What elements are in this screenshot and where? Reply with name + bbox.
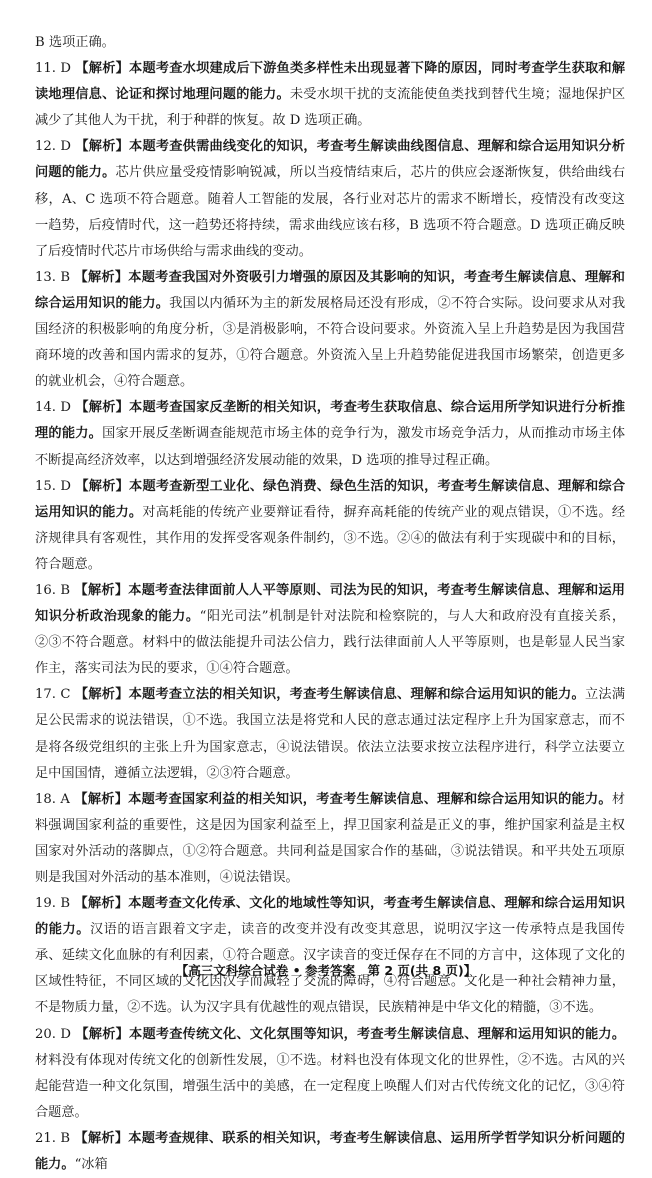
analysis-body: 国家开展反垄断调查能规范市场主体的竞争行为，激发市场竞争活力，从而推动市场主体不断提高经济效率，以达到增强经济发展动能的效果，D 选项的推导过程正确。 — [35, 426, 626, 468]
answer-item-20 — [35, 1022, 625, 1126]
analysis-body: 对高耗能的传统产业要辩证看待，摒弃高耗能的传统产业的观点错误，①不选。经济规律具有客观性，其作用的发挥受客观条件制约，③不选。②④的做法有利于实现碳中和的目标，符合题意。 — [35, 504, 626, 572]
answer-item-17 — [35, 682, 625, 786]
answer-item-21 — [35, 1126, 625, 1178]
page-footer: 【高三文科综合试卷 • 参考答案 第 2 页(共 8 页)】 — [175, 963, 477, 978]
analysis-lead: 【解析】本题考查规律、联系的相关知识，考查考生解读信息、运用所学哲学知识分析问题的能力。 — [35, 1130, 625, 1173]
answer-choice: 11. D — [35, 61, 76, 77]
answer-item-14 — [35, 395, 625, 473]
analysis-body: 材料没有体现对传统文化的创新性发展，①不选。材料也没有体现文化的世界性，②不选。古风的兴起能营造一种文化氛围，增强生活中的美感，在一定程度上唤醒人们对古代传统文化的记忆，③④符合题意。 — [35, 1052, 625, 1120]
analysis-lead: 【解析】本题考查新型工业化、绿色消费、绿色生活的知识，考查考生解读信息、理解和综合运用知识的能力。 — [35, 478, 626, 520]
answer-choice: 12. D — [35, 139, 76, 155]
answer-choice: 15. D — [35, 478, 76, 494]
continuation-text: B 选项正确。 — [35, 35, 115, 50]
analysis-body: 立法满足公民需求的说法错误，①不选。我国立法是将党和人民的意志通过法定程序上升为国家意志，而不是将各级党组织的主张上升为国家意志，④说法错误。依法立法要求按立法程序进行，科学立法要立足中国国情，遵循立法逻辑，②③符合题意。 — [35, 687, 626, 781]
answer-choice: 16. B — [35, 582, 75, 598]
answer-item-12 — [35, 134, 625, 264]
analysis-lead: 【解析】本题考查水坝建成后下游鱼类多样性未出现显著下降的原因，同时考查学生获取和解读地理信息、论证和探讨地理问题的能力。 — [35, 61, 626, 103]
analysis-lead: 【解析】本题考查文化传承、文化的地域性等知识，考查考生解读信息、理解和综合运用知识的能力。 — [35, 896, 625, 938]
analysis-body: 材料强调国家利益的重要性，这是因为国家利益至上，捍卫国家利益是正义的事，维护国家利益是主权国家对外活动的落脚点，①②符合题意。共同利益是国家合作的基础，③说法错误。和平共处五项原则是我国对外活动的基本准则，④说法错误。 — [35, 791, 626, 885]
answer-item-11 — [35, 56, 625, 134]
answer-choice: 18. A — [35, 791, 75, 807]
answer-item-16 — [35, 578, 625, 682]
answer-choice: 19. B — [35, 896, 75, 912]
answer-item-15 — [35, 474, 625, 578]
answer-item-18 — [35, 787, 625, 891]
analysis-body: 芯片供应量受疫情影响锐减，所以当疫情结束后，芯片的供应会逐渐恢复，供给曲线右移，A、C 选项不符合题意。随着人工智能的发展，各行业对芯片的需求不断增长，疫情没有改变这一趋势，后疫情时代，这一趋势还将持续，需求曲线应该右移，B 选项不符合题意。D 选项正确反映了后疫情时代芯片市场供给与需求曲线的变动。 — [35, 165, 626, 259]
analysis-body: “冰箱 — [74, 1157, 108, 1173]
analysis-lead: 【解析】本题考查我国对外资吸引力增强的原因及其影响的知识，考查考生解读信息、理解和综合运用知识的能力。 — [35, 269, 625, 311]
answer-item-13 — [35, 265, 625, 395]
analysis-lead: 【解析】本题考查立法的相关知识，考查考生解读信息、理解和综合运用知识的能力。 — [74, 687, 585, 703]
answer-content — [35, 30, 625, 1178]
analysis-body: “阳光司法”机制是针对法院和检察院的，与人大和政府没有直接关系，②③不符合题意。材料中的做法能提升司法公信力，践行法律面前人人平等原则，也是彰显人民当家作主，落实司法为民的要求，①④符合题意。 — [35, 609, 626, 677]
analysis-lead: 【解析】本题考查国家利益的相关知识，考查考生解读信息、理解和综合运用知识的能力。 — [74, 791, 612, 807]
answer-choice: 14. D — [35, 400, 76, 416]
answer-choice: 13. B — [35, 269, 75, 285]
analysis-lead: 【解析】本题考查供需曲线变化的知识，考查考生解读曲线图信息、理解和综合运用知识分析问题的能力。 — [35, 139, 626, 181]
analysis-body: 我国以内循环为主的新发展格局还没有形成，②不符合实际。设问要求从对我国经济的积极影响的角度分析，③是消极影响，不符合设问要求。外资流入呈上升趋势是因为我国营商环境的改善和国内需求的复苏，①符合题意。外资流入呈上升趋势能促进我国市场繁荣，创造更多的就业机会，④符合题意。 — [35, 295, 626, 390]
analysis-body: 未受水坝干扰的支流能使鱼类找到替代生境；湿地保护区减少了其他人为干扰，利于种群的恢复。故 D 选项正确。 — [35, 87, 626, 129]
analysis-lead: 【解析】本题考查法律面前人人平等原则、司法为民的知识，考查考生解读信息、理解和运用知识分析政治现象的能力。 — [35, 582, 625, 625]
analysis-body: 汉语的语言跟着文字走，读音的改变并没有改变其意思，说明汉字这一传承特点是我国传承、延续文化血脉的有利因素，①符合题意。汉字读音的变迁保存在不同的方言中，这体现了文化的区域性特征，不同区域的文化因汉字而减轻了交流的障碍，④符合题意。文化是一种社会精神力量，不是物质力量，②不选。认为汉字具有优越性的观点错误，民族精神是中华文化的精髓，③不选。 — [35, 922, 625, 1016]
answer-choice: 17. C — [35, 687, 75, 703]
answer-choice: 21. B — [35, 1130, 75, 1146]
answer-item-19 — [35, 891, 625, 1021]
analysis-lead: 【解析】本题考查国家反垄断的相关知识，考查考生获取信息、综合运用所学知识进行分析推理的能力。 — [35, 400, 626, 442]
answer-choice: 20. D — [35, 1026, 76, 1042]
analysis-lead: 【解析】本题考查传统文化、文化氛围等知识，考查考生解读信息、理解和运用知识的能力。 — [75, 1026, 626, 1042]
